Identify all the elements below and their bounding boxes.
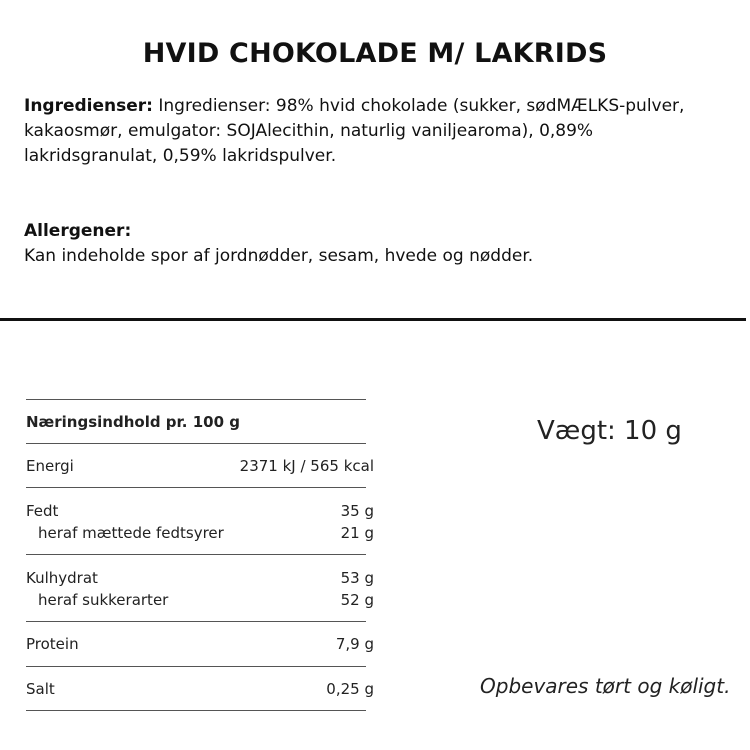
carbs-label: Kulhydrat — [26, 569, 98, 587]
storage-instructions: Opbevares tørt og køligt. — [480, 674, 731, 698]
protein-value: 7,9 g — [335, 635, 374, 653]
product-title: HVID CHOKOLADE M/ LAKRIDS — [142, 38, 608, 69]
saturated-value: 21 g — [340, 524, 374, 542]
sugars-label: heraf sukkerarter — [38, 591, 169, 609]
salt-value: 0,25 g — [326, 680, 374, 698]
allergens-label: Allergener: — [24, 221, 132, 241]
nutrition-header: Næringsindhold pr. 100 g — [26, 413, 240, 431]
carbs-value: 53 g — [340, 569, 374, 587]
nutrition-table — [26, 399, 374, 711]
fat-label: Fedt — [26, 502, 59, 520]
allergens-text: Kan indeholde spor af jordnødder, sesam, hvede og nødder. — [24, 246, 534, 266]
table-row-energy — [26, 455, 374, 477]
energy-label: Energi — [26, 457, 74, 475]
table-row-saturated — [26, 522, 374, 544]
table-row-protein — [26, 633, 374, 655]
salt-label: Salt — [26, 680, 55, 698]
ingredients-text: Ingredienser: 98% hvid chokolade (sukker, sødMÆLKS-pulver, kakaosmør, emulgator: SOJAlecithin, naturlig vaniljearoma), 0,89% lakridsgranulat, 0,59% lakridspulver. — [24, 96, 685, 166]
ingredients-label: Ingredienser: — [24, 96, 153, 116]
saturated-label: heraf mættede fedtsyrer — [38, 524, 224, 542]
table-row-salt — [26, 678, 374, 700]
sugars-value: 52 g — [340, 591, 374, 609]
table-row-fat — [26, 500, 374, 522]
section-divider — [0, 318, 746, 321]
table-row-sugars — [26, 589, 374, 611]
protein-label: Protein — [26, 635, 79, 653]
fat-value: 35 g — [340, 502, 374, 520]
table-rule — [26, 710, 366, 711]
ingredients-section — [24, 94, 714, 169]
net-weight: Vægt: 10 g — [537, 416, 682, 446]
energy-value: 2371 kJ / 565 kcal — [239, 457, 374, 475]
table-row-carbs — [26, 567, 374, 589]
